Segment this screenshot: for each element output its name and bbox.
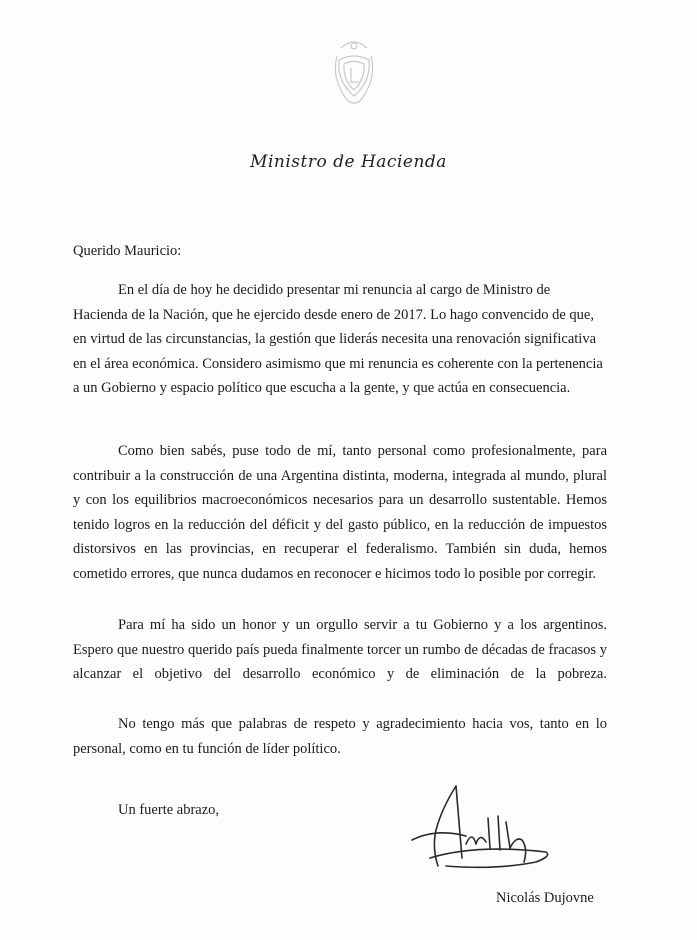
paragraph-line: en el área económica. Considero asimismo que mi renuncia es coherente con la pertenencia	[73, 355, 603, 372]
paragraph-line: Hacienda de la Nación, que he ejercido desde enero de 2017. Lo hago convencido de que,	[73, 306, 594, 323]
paragraph-gratitude	[73, 712, 607, 761]
paragraph-line: alcanzar el objetivo del desarrollo económico y de eliminación de la pobreza.	[73, 666, 607, 682]
paragraph-line: en virtud de las circunstancias, la gestión que liderás necesita una renovación significativa	[73, 331, 597, 347]
ministry-heading: Ministro de Hacienda	[250, 152, 447, 172]
closing: Un fuerte abrazo,	[118, 802, 220, 818]
salutation: Querido Mauricio:	[73, 243, 182, 259]
paragraph-honor	[73, 613, 607, 687]
paragraph-line: y con los equilibrios macroeconómicos necesarios para un desarrollo sustentable. Hemos	[73, 492, 607, 508]
paragraph-line: tenido logros en la reducción del déficit y del gasto público, en la reducción de impuestos	[73, 516, 607, 533]
paragraph-line: No tengo más que palabras de respeto y agradecimiento hacia vos, tanto en lo	[118, 716, 607, 732]
paragraph-line: Espero que nuestro querido país pueda finalmente torcer un rumbo de décadas de fracasos y	[73, 641, 607, 658]
national-seal-icon	[333, 38, 375, 108]
paragraph-line: Para mí ha sido un honor y un orgullo servir a tu Gobierno y a los argentinos.	[118, 617, 607, 633]
paragraph-line: distorsivos en las provincias, en recuperar el federalismo. También sin duda, hemos	[73, 541, 607, 557]
paragraph-line: Como bien sabés, puse todo de mí, tanto personal como profesionalmente, para	[118, 443, 607, 459]
paragraph-achievements	[73, 439, 607, 586]
paragraph-line: a un Gobierno y espacio político que escucha a la gente, y que actúa en consecuencia.	[73, 380, 571, 396]
paragraph-line: contribuir a la construcción de una Argentina distinta, moderna, integrada al mundo, plural	[73, 467, 607, 484]
paragraph-line: cometido errores, que nunca dudamos en reconocer e hicimos todo lo posible por corregir.	[73, 565, 597, 582]
paragraph-line: personal, como en tu función de líder político.	[73, 740, 341, 757]
signer-name: Nicolás Dujovne	[496, 890, 594, 906]
paragraph-resignation	[73, 278, 607, 401]
handwritten-signature	[406, 778, 556, 873]
paragraph-line: En el día de hoy he decidido presentar mi renuncia al cargo de Ministro de	[118, 282, 551, 298]
